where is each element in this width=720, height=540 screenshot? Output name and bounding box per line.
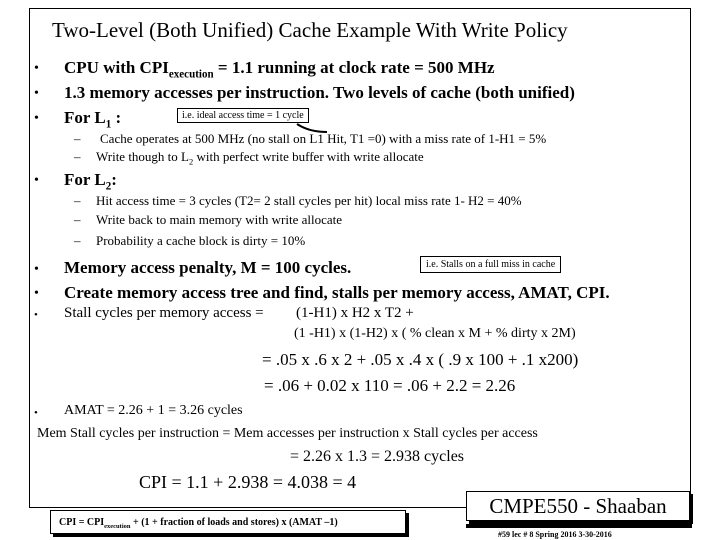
bullet-icon: • xyxy=(34,86,39,101)
cpi-formula-box: CPI = $CPI_{execution} + (1$ + fraction of loads and stores) x (AMAT –1) xyxy=(50,510,406,534)
amat-line: AMAT = 2.26 + 1 = 3.26 cycles xyxy=(64,403,243,418)
bullet-l1: For $L_1$ : xyxy=(64,108,122,131)
l2-item-write-back: Write back to main memory with write allocate xyxy=(96,212,343,227)
mem-stall-result: = 2.26 x 1.3 = 2.938 cycles xyxy=(290,448,465,465)
stall-label: Stall cycles per memory access = xyxy=(64,305,264,321)
slide-title: Two-Level (Both Unified) Cache Example With Write Policy xyxy=(52,18,568,42)
dash-icon: – xyxy=(74,149,81,164)
bullet-icon: • xyxy=(34,286,39,301)
course-underline xyxy=(466,524,692,528)
stall-expr-1: (1-H1) x H2 x T2 + xyxy=(296,305,414,321)
course-label: CMPE550 - Shaaban xyxy=(466,491,690,521)
cpi-line: CPI = 1.1 + 2.938 = 4.038 = 4 xyxy=(139,472,357,492)
bullet-penalty: Memory access penalty, M = 100 cycles. xyxy=(64,258,352,277)
stall-expr-2: (1 -H1) x (1-H2) x ( % clean x M + % dirty x 2M) xyxy=(294,326,576,341)
bullet-icon: • xyxy=(34,173,39,188)
bullet-cpi: CPU with $CPI_{execution} = 1.1$ running at clock rate = 500 MHz xyxy=(64,58,495,81)
calc-line-2: = .06 + 0.02 x 110 = .06 + 2.2 = 2.26 xyxy=(264,376,516,395)
penalty-note: i.e. Stalls on a full miss in cache xyxy=(420,256,561,273)
bullet-l2: For $L_2$: xyxy=(64,170,117,193)
bullet-icon: • xyxy=(34,61,39,76)
dash-icon: – xyxy=(74,233,81,248)
bullet-accesses: 1.3 memory accesses per instruction. Two levels of cache (both unified) xyxy=(64,83,575,102)
bullet-tree: Create memory access tree and find, stalls per memory access, AMAT, CPI. xyxy=(64,283,610,302)
bullet-icon: • xyxy=(34,111,39,126)
l2-item-hit: Hit access time = 3 cycles (T2= 2 stall cycles per hit) local miss rate 1- H2 = 40% xyxy=(96,193,522,208)
dash-icon: – xyxy=(74,193,81,208)
l1-ideal-note: i.e. ideal access time = 1 cycle xyxy=(177,108,309,123)
dash-icon: – xyxy=(74,212,81,227)
mem-stall-line: Mem Stall cycles per instruction = Mem accesses per instruction x Stall cycles per access xyxy=(37,426,538,441)
bullet-icon: • xyxy=(34,407,38,419)
l1-item-write: Write though to $L_2$ with perfect write buffer with write allocate xyxy=(96,149,424,167)
l1-item-miss-rate: Cache operates at 500 MHz (no stall on L1 Hit, T1 =0) with a miss rate of 1-H1 = 5% xyxy=(100,131,547,146)
calc-line-1: = .05 x .6 x 2 + .05 x .4 x ( .9 x 100 + .1 x200) xyxy=(262,350,579,369)
dash-icon: – xyxy=(74,131,81,146)
bullet-icon: • xyxy=(34,262,39,277)
bullet-icon: • xyxy=(34,309,38,321)
slide-footer: #59 lec # 8 Spring 2016 3-30-2016 xyxy=(498,530,612,539)
l2-item-dirty: Probability a cache block is dirty = 10% xyxy=(96,233,306,248)
